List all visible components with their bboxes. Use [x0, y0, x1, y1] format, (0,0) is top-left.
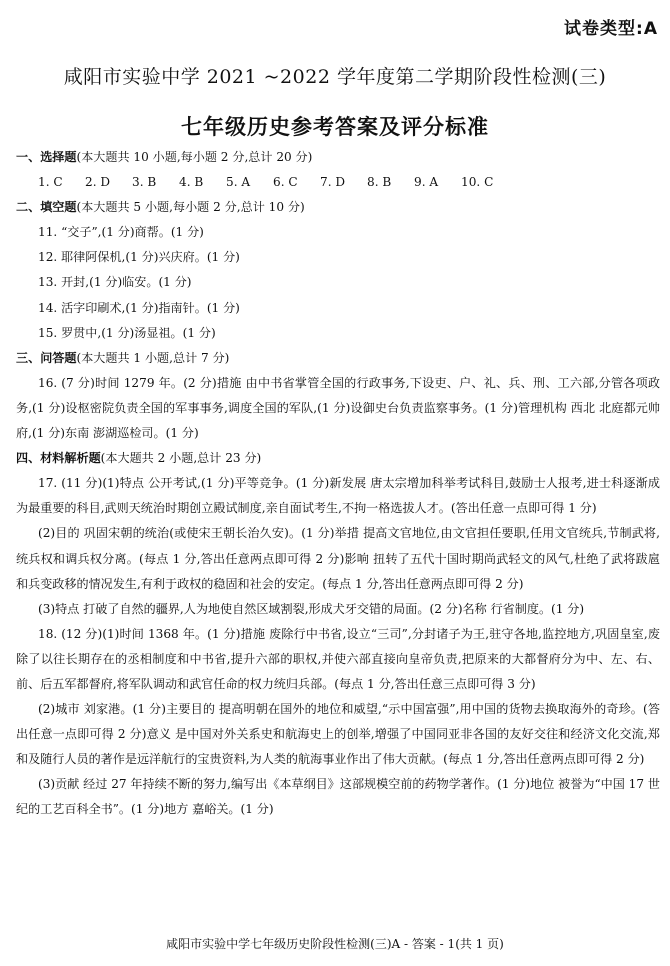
choice-answer: 4. B	[179, 175, 204, 190]
section-note: (本大题共 5 小题,每小题 2 分,总计 10 分)	[76, 200, 305, 215]
fill-answer: 13. 开封,(1 分)临安。(1 分)	[38, 275, 192, 290]
question-17-part-2: (2)目的 巩固宋朝的统治(或使宋王朝长治久安)。(1 分)举措 提高文官地位,由文官担任要职,任用文官统兵,节制武将,统兵权和调兵权分离。(每点 1 分,答出任意两点即可得 2 分)影响 扭转了五代十国时期尚武轻文的风气,杜绝了武将跋扈和兵变政移的情况发生,有利于政权的稳固和社会的安定。(每点 1 分,答出任意两点即可得 2 分)	[16, 526, 660, 591]
section-title: 三、问答题	[16, 350, 77, 365]
choice-answer: 6. C	[273, 175, 298, 190]
fill-answer: 12. 耶律阿保机,(1 分)兴庆府。(1 分)	[38, 250, 240, 265]
question-18-part-3: (3)贡献 经过 27 年持续不断的努力,编写出《本草纲目》这部规模空前的药物学著作。(1 分)地位 被誉为“中国 17 世纪的工艺百科全书”。(1 分)地方 嘉峪关。(1 分)	[16, 777, 661, 817]
answer-content	[16, 145, 660, 823]
choice-answer: 9. A	[414, 175, 439, 190]
section-note: (本大题共 10 小题,每小题 2 分,总计 20 分)	[76, 150, 313, 164]
section-note: (本大题共 1 小题,总计 7 分)	[76, 350, 230, 365]
page-footer: 咸阳市实验中学七年级历史阶段性检测(三)A - 答案 - 1(共 1 页)	[166, 937, 504, 951]
question-17-part-1: 17. (11 分)(1)特点 公开考试,(1 分)平等竞争。(1 分)新发展 唐太宗增加科举考试科目,鼓励士人报考,进士科逐渐成为最重要的科目,武则天统治时期创立殿试制度,亲自面试考生,不拘一格选拔人才。(答出任意一点即可得 1 分)	[16, 476, 660, 516]
choice-answer: 7. D	[320, 175, 346, 190]
fill-answer: 11. “交子”,(1 分)商帮。(1 分)	[38, 225, 204, 240]
fill-answer: 15. 罗贯中,(1 分)汤显祖。(1 分)	[38, 325, 216, 340]
section-title: 二、填空题	[16, 200, 77, 215]
section-title: 一、选择题	[16, 150, 77, 164]
document-title: 咸阳市实验中学 2021 ~2022 学年度第二学期阶段性检测(三)	[63, 66, 607, 88]
paper-type-label: 试卷类型:A	[564, 19, 658, 39]
section-heading-choice	[16, 145, 660, 170]
fill-answer: 14. 活字印刷术,(1 分)指南针。(1 分)	[38, 300, 240, 315]
question-16-answer: 16. (7 分)时间 1279 年。(2 分)措施 由中书省掌管全国的行政事务,下设吏、户、礼、兵、刑、工六部,分管各项政务,(1 分)设枢密院负责全国的军事事务,调度全国的军队,(1 分)设御史台负责监察事务。(1 分)管理机构 西北 北庭都元帅府,(1 分)东南 澎湖巡检司。(1 分)	[16, 375, 660, 441]
section-heading-material	[16, 446, 660, 471]
choice-answer: 2. D	[85, 175, 111, 190]
choice-answers	[16, 170, 660, 195]
question-17-part-3: (3)特点 打破了自然的疆界,人为地使自然区域割裂,形成犬牙交错的局面。(2 分)名称 行省制度。(1 分)	[38, 601, 585, 616]
section-note: (本大题共 2 小题,总计 23 分)	[100, 451, 262, 466]
question-18-part-1: 18. (12 分)(1)时间 1368 年。(1 分)措施 废除行中书省,设立“三司”,分封诸子为王,驻守各地,监控地方,巩固皇室,废除了以往长期存在的丞相制度和中书省,提升六部的职权,并使六部直接向皇帝负责,把原来的大都督府分为中、左、右、前、后五军都督府,将军队调动和武官任命的权力统归兵部。(每点 1 分,答出任意三点即可得 3 分)	[16, 626, 660, 691]
section-heading-qa	[16, 346, 660, 371]
question-18-part-2: (2)城市 刘家港。(1 分)主要目的 提高明朝在国外的地位和威望,“示中国富强”,用中国的货物去换取海外的奇珍。(答出任意一点即可得 2 分)意义 是中国对外关系史和航海史上的创举,增强了中国同亚非各国的友好交往和经济文化交流,郑和及随行人员的著作是远洋航行的宝贵资料,为人类的航海事业作出了伟大贡献。(每点 1 分,答出任意两点即可得 2 分)	[16, 702, 660, 767]
choice-answer: 8. B	[367, 175, 392, 190]
document-subtitle: 七年级历史参考答案及评分标准	[181, 115, 489, 139]
choice-answer: 10. C	[461, 175, 494, 190]
choice-answer: 1. C	[38, 175, 63, 190]
choice-answer: 3. B	[132, 175, 157, 190]
choice-answer: 5. A	[226, 175, 251, 190]
section-title: 四、材料解析题	[16, 451, 101, 466]
section-heading-fill	[16, 195, 660, 220]
